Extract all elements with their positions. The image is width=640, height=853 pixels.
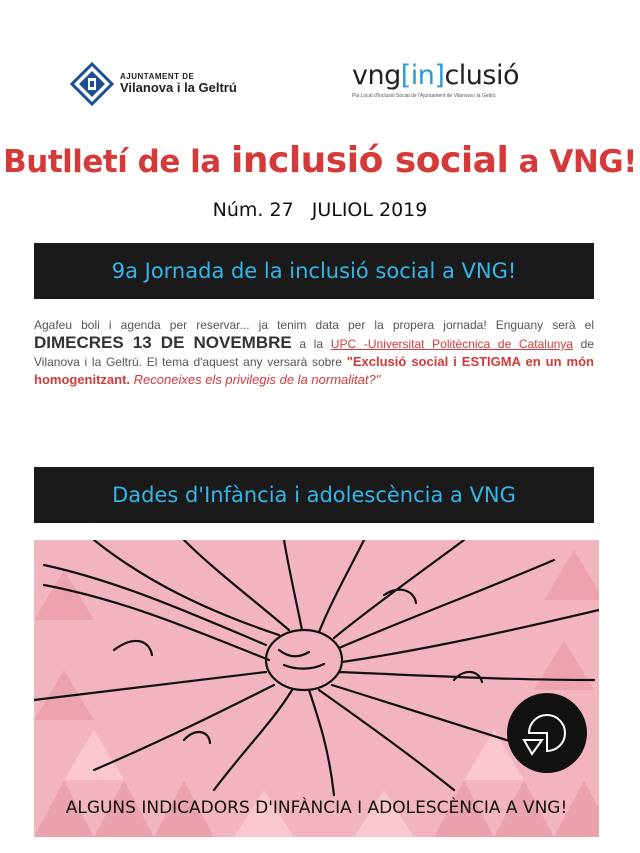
- para-text-3: de Vilanova i la Geltrú. El tema d'aquest any versarà sobre: [34, 337, 595, 369]
- title-post: a VNG!: [508, 144, 637, 180]
- event-topic: "Exclusió social i ESTIGMA en un món homogenitzant.: [34, 354, 594, 387]
- issue-date: JULIOL 2019: [311, 199, 428, 221]
- section1-heading: 9a Jornada de la inclusió social a VNG!: [34, 243, 594, 299]
- logo-bracket-close: ]: [434, 60, 445, 91]
- hands-illustration: [34, 540, 599, 837]
- issue-line: [0, 199, 640, 221]
- event-date: DIMECRES 13 DE NOVEMBRE: [34, 333, 292, 352]
- hero-caption: ALGUNS INDICADORS D'INFÀNCIA I ADOLESCÈNCIA A VNG!: [65, 798, 568, 818]
- ajuntament-line2: Vilanova i la Geltrú: [120, 80, 237, 96]
- city-shield-icon: [70, 62, 114, 106]
- section1-paragraph: [34, 316, 594, 389]
- logo-bracket-open: [: [400, 60, 411, 91]
- logo-clusio: clusió: [444, 60, 519, 91]
- para-text-2: a la: [291, 337, 331, 351]
- hero-image[interactable]: [34, 540, 599, 837]
- issue-number: Núm. 27: [212, 199, 294, 221]
- title-emphasis: inclusió social: [231, 140, 509, 181]
- logo-vng: vng: [352, 60, 401, 91]
- ajuntament-logo: [70, 62, 237, 106]
- pie-chart-icon: [507, 693, 587, 773]
- vnginclusio-logo: [352, 60, 532, 99]
- newsletter-title: [0, 140, 640, 181]
- para-text-1: Agafeu boli i agenda per reservar... ja tenim data per la propera jornada! Enguany serà el: [34, 318, 594, 332]
- upc-link[interactable]: UPC -Universitat Politècnica de Catalunya: [330, 337, 573, 351]
- logo-in: in: [410, 60, 435, 91]
- section2-heading: Dades d'Infància i adolescència a VNG: [34, 467, 594, 523]
- logo-tagline: Pla Local d'Inclusió Social de l'Ajuntament de Vilanova i la Geltrú: [352, 93, 496, 99]
- ajuntament-line1: AJUNTAMENT DE: [120, 71, 195, 81]
- event-question: Reconeixes els privilegis de la normalitat?": [130, 372, 381, 387]
- title-pre: Butlletí de la: [3, 144, 232, 180]
